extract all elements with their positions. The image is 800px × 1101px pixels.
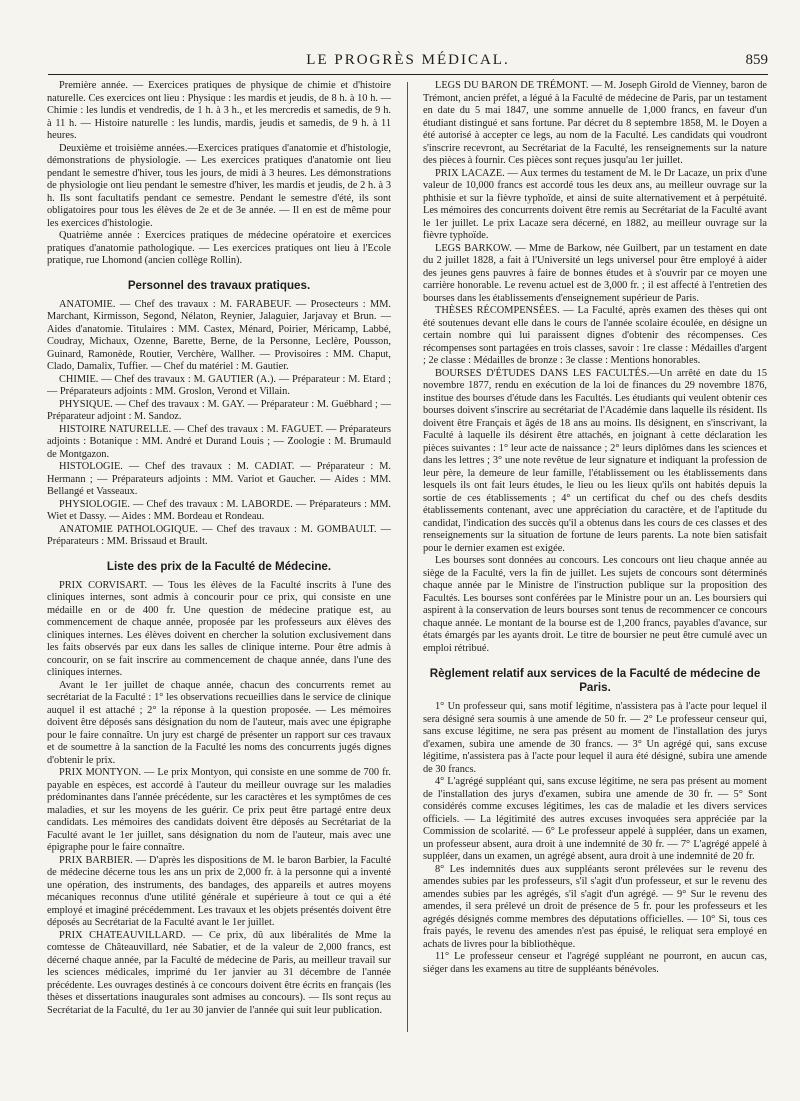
- paragraph-deuxieme-annee: Deuxième et troisième années.—Exercices pratiques d'anatomie et d'histologie, démonstrations de physiologie. — Les exercices pratiques d'anatomie ont lieu pendant le semestre d'hiver, tous les jours, de midi à 3 heures. Les démonstrations de physiologie ont lieu pendant le semestre d'hiver, les mardis et jeudis, de 2 h. à 3 h. Ils sont facultatifs pendant ce semestre. Pendant le semestre d'été, ils sont obligatoires pour tous les élèves de 2e et de 3e année. — Il en est de même pour les exercices d'histologie.: [47, 142, 391, 229]
- reglement-article-11: 11° Le professeur censeur et l'agrégé suppléant ne pourront, en aucun cas, siéger dans les examens au titre de suppléants bénévoles.: [423, 951, 767, 975]
- entry-physiologie: PHYSIOLOGIE. — Chef des travaux : M. LABORDE. — Préparateurs : MM. Wiet et Dassy. — Aides : MM. Bordeau et Rondeau.: [47, 498, 391, 522]
- heading-personnel: Personnel des travaux pratiques.: [127, 278, 311, 292]
- prize-barbier: PRIX BARBIER. — D'après les dispositions de M. le baron Barbier, la Faculté de médecine décerne tous les ans un prix de 2,000 fr. à la personne qui a inventé une opération, des instruments, des bandages, des appareils et autres moyens mécaniques reconnus d'une utilité générale et supérieure à tout ce qui a été employé et imaginé précédemment. Les travaux et les objets présentés doivent être déposés au Secrétariat de la Faculté avant le 1er juillet.: [47, 854, 391, 928]
- prize-montyon: PRIX MONTYON. — Le prix Montyon, qui consiste en une somme de 700 fr. payable en espèces, est accordé à l'auteur du meilleur ouvrage sur les maladies prédominantes dans l'année précédente, sur les caractères et les symptômes de ces maladies, et sur les moyens de les guérir. Ce prix peut être partagé entre deux candidats. Les mémoires des candidats doivent être déposés au Secrétariat de la Faculté avant le 1er juillet, sans désignation du nom de l'auteur, mais avec une épigraphe pour le faire connaître.: [47, 767, 391, 853]
- entry-anatomie-pathologique: ANATOMIE PATHOLOGIQUE. — Chef des travaux : M. GOMBAULT. — Préparateurs : MM. Brissaud et Brault.: [47, 523, 391, 547]
- heading-reglement: Règlement relatif aux services de la Faculté de médecine de Paris.: [429, 667, 761, 694]
- page-header: [48, 52, 768, 72]
- journal-title: LE PROGRÈS MÉDICAL.: [306, 52, 510, 68]
- prize-corvisart: PRIX CORVISART. — Tous les élèves de la Faculté inscrits à l'une des cliniques internes, sont admis à concourir pour ce prix, qui consiste en une médaille en or de 400 fr. Une question de médecine pratique est, au commencement de chaque année, proposée par les professeurs aux élèves des cliniques internes. Les élèves doivent en chercher la solution exclusivement dans les faits observés par eux dans les salles de clinique interne. Pour être admis à concourir, on se fait inscrire au commencement de chaque année, dans l'une des cliniques internes.: [47, 579, 391, 678]
- column-divider: [407, 82, 408, 1032]
- reglement-articles-4-7: 4° L'agrégé suppléant qui, sans excuse légitime, ne sera pas présent au moment de l'installation des jurys d'examen, subira une amende de 30 fr. — 5° Sont considérés comme excuses légitimes, les cas de maladie et les divers services officiels. — La légitimité des autres excuses invoquées sera appréciée par la Commission de scolarité. — 6° Le professeur appelé à suppléer, dans un examen, un professeur absent, aura droit à une indemnité de 30 fr. — 7° L'agrégé appelé à suppléer, dans un examen, un agrégé absent, aura droit à une indemnité de 20 fr.: [423, 776, 767, 862]
- bourses-d-etudes: BOURSES D'ÉTUDES DANS LES FACULTÉS.—Un arrêté en date du 15 novembre 1877, rendu en exécution de la loi de finances du 29 novembre 1876, institue des bourses d'étude dans les Facultés. Les étudiants qui veulent obtenir ces bourses doivent s'inscrire au secrétariat de l'Académie dans laquelle ils résident. Ils doivent être Français et âgés de 18 ans au moins. Ils désignent, en s'inscrivant, la Faculté à laquelle ils désirent être attachés, en joignant à cette déclaration les pièces suivantes : 1° leur acte de naissance ; 2° leurs diplômes dans les sciences et dans les lettres ; 3° une note revêtue de leur signature et indiquant la profession de leur père, la demeure de leur famille, l'établissement ou les établissements dans lesquels ils ont fait leurs études, le lieu ou les lieux qu'ils ont habités depuis la sortie de ces établissements ; 4° un certificat du chef ou des chefs desdits établissements contenant, avec une appréciation du caractère, et de l'aptitude du candidat, l'indication des succès qu'il a obtenus dans les cours de ces classes et des renseignements sur la situation de fortune de leurs parents. La note bien satisfait pour le dernier examen est exigée.: [423, 367, 767, 554]
- entry-anatomie: ANATOMIE. — Chef des travaux : M. FARABEUF. — Prosecteurs : MM. Marchant, Kirmisson, Segond, Nélaton, Reynier, Jalaguier, Jarjavay et Brun. — Aides d'anatomie. Titulaires : MM. Castex, Ménard, Poirier, Méricamp, Labbé, Coudray, Michaux, Ozenne, Barette, Berne, de la Personne, Leclère, Pousson, Guinard, Ramonède, Routier, Verchère, Wallher. — Provisoires : MM. Chaput, Clado, Damalix, Tuffier. — Chef du matériel : M. Gautier.: [47, 298, 391, 372]
- paragraph-premiere-annee: Première année. — Exercices pratiques de physique de chimie et d'histoire naturelle. Ces exercices ont lieu : Physique : les mardis et jeudis, de 8 h. à 10 h. — Chimie : les lundis et vendredis, de 1 h. à 3 h., et les mercredis et samedis, de 9 h. à 11 h. — Histoire naturelle : les lundis, mardis, jeudis et samedis, de 9 h. à 11 heures.: [47, 80, 391, 141]
- theses-recompensees: THÈSES RÉCOMPENSÉES. — La Faculté, après examen des thèses qui ont été soutenues devant elle dans le cours de l'année scolaire écoulée, en désigne un certain nombre qui lui paraissent dignes d'obtenir des récompenses. Ces récompenses sont partagées en trois classes, savoir : 1re classe : Médailles d'argent ; 2e classe : Médailles de bronze : 3e classe : Mentions honorables.: [423, 305, 767, 366]
- entry-chimie: CHIMIE. — Chef des travaux : M. GAUTIER (A.). — Préparateur : M. Etard ; — Préparateurs adjoints : MM. Groslon, Verond et Villain.: [47, 373, 391, 397]
- reglement-articles-1-3: 1° Un professeur qui, sans motif légitime, n'assistera pas à l'acte pour lequel il sera désigné sera soumis à une amende de 50 fr. — 2° Le professeur censeur qui, sans excuse légitime, ne sera pas présent au moment de l'installation des jurys d'examen, subira une amende de 30 francs. — 3° Un agrégé qui, sans excuse légitime, n'assistera pas à l'acte pour lequel il aura été désigné, subira une amende de 30 francs.: [423, 701, 767, 775]
- entry-physique: PHYSIQUE. — Chef des travaux : M. GAY. — Préparateur : M. Guébhard ; — Préparateur adjoint : M. Sandoz.: [47, 398, 391, 422]
- prize-chateauvillard: PRIX CHATEAUVILLARD. — Ce prix, dû aux libéralités de Mme la comtesse de Châteauvillard, née Sabatier, et de la valeur de 2,000 francs, est décerné chaque année, par la Faculté de médecine de Paris, au meilleur travail sur les sciences médicales, imprimé du 1er janvier au 31 décembre de l'année précédente. Les ouvrages destinés à ce concours doivent être écrits en français (les thèses et dissertations inaugurales sont admises au concours). — Ils sont reçus au Secrétariat de la Faculté, du 1er au 30 janvier de l'année qui suit leur publication.: [47, 929, 391, 1016]
- page-number: 859: [745, 52, 768, 68]
- prize-lacaze: PRIX LACAZE. — Aux termes du testament de M. le Dr Lacaze, un prix d'une valeur de 10,000 francs est accordé tous les deux ans, au meilleur ouvrage sur la phthisie et sur la fièvre typhoïde, et ainsi de suite alternativement et à perpétuité. Les mémoires des concurrents doivent être remis au Secrétariat de la Faculté avant le 1er juillet. Le prix Lacaze sera décerné, en 1882, au meilleur ouvrage sur la fièvre typhoïde.: [423, 167, 767, 241]
- legs-tremont: LEGS DU BARON DE TRÉMONT. — M. Joseph Girold de Vienney, baron de Trémont, ancien préfet, a légué à la Faculté de médecine de Paris, par un testament en date du 5 mai 1847, une somme annuelle de 1,000 francs, en faveur d'un étudiant distingué et sans fortune. Par décret du 8 septembre 1858, M. le Doyen a été autorisé à accepter ce legs, au nom de la Faculté. Les candidats qui voudront s'inscrire recevront, au Secrétariat de la Faculté, les renseignements sur la nature des pièces à fournir. Ces pièces sont reçues jusqu'au 1er juillet.: [423, 80, 767, 166]
- header-rule: [48, 74, 768, 75]
- prize-corvisart-continued: Avant le 1er juillet de chaque année, chacun des concurrents remet au secrétariat de la Faculté : 1° les observations recueillies dans le service de clinique auquel il est attaché ; 2° la réponse à la question proposée. — Les mémoires doivent être déposés sans désignation du nom de l'auteur, mais avec une épigraphe pour le faire connaître. Un jury est chargé de présenter un rapport sur ces travaux et de soumettre à la sanction de la Faculté les noms des concurrents jugés dignes d'obtenir le prix.: [47, 679, 391, 766]
- reglement-articles-8-10: 8° Les indemnités dues aux suppléants seront prélevées sur le revenu des amendes subies par les professeurs, s'il s'agit d'un professeur, et sur le revenu des amendes subies par les agrégés, s'il s'agit d'un agrégé. — 9° Sur le revenu des amendes, il sera prélevé un droit de présence de 5 fr. pour les professeurs et les agrégés désignés comme membres des députations officielles. — 10° Si, tous ces frais payés, le revenu des amendes n'est pas épuisé, le reliquat sera employé en achats de livres pour la bibliothèque.: [423, 863, 767, 950]
- entry-histoire-naturelle: HISTOIRE NATURELLE. — Chef des travaux : M. FAGUET. — Préparateurs adjoints : Botanique : MM. André et Durand Louis ; — Zoologie : M. Brumauld de Montgazon.: [47, 423, 391, 460]
- right-column: [423, 80, 767, 976]
- paragraph-quatrieme-annee: Quatrième année : Exercices pratiques de médecine opératoire et exercices pratiques d'anatomie pathologique. — Les exercices pratiques ont lieu à l'Ecole pratique, rue Lhomond (ancien collège Rollin).: [47, 230, 391, 266]
- entry-histologie: HISTOLOGIE. — Chef des travaux : M. CADIAT. — Préparateur : M. Hermann ; — Préparateurs adjoints : MM. Variot et Gaucher. — Aides : MM. Bellangé et Vasseaux.: [47, 461, 391, 497]
- left-column: [47, 80, 391, 1017]
- heading-liste-des-prix: Liste des prix de la Faculté de Médecine.: [106, 559, 332, 573]
- bourses-concours: Les bourses sont données au concours. Les concours ont lieu chaque année au siège de la Faculté, vers la fin de juillet. Les sujets de concours sont déterminés chaque année par le Ministre de l'instruction publique sur la proposition des Facultés. Les bourses sont conférées par le Ministre pour un an. Les boursiers qui aspirent à la conservation de leurs bourses sont tenus de recommencer ce concours chaque année. Le montant de la bourse est de 1,200 francs, payables d'avance, sur états émargés par les ayants droit. Le titre de boursier ne peut être cumulé avec un emploi rétribué.: [423, 555, 767, 654]
- legs-barkow: LEGS BARKOW. — Mme de Barkow, née Guilbert, par un testament en date du 2 juillet 1828, a fait à l'Université un legs universel pour être employé à aider des jeunes gens pauvres à faire de bonnes études et à s'ouvrir par ce moyen une carrière honorable. Le revenu actuel est de 3,000 fr. ; il est affecté à l'entretien des bourses dans les établissements d'enseignement supérieur de Paris.: [423, 242, 767, 304]
